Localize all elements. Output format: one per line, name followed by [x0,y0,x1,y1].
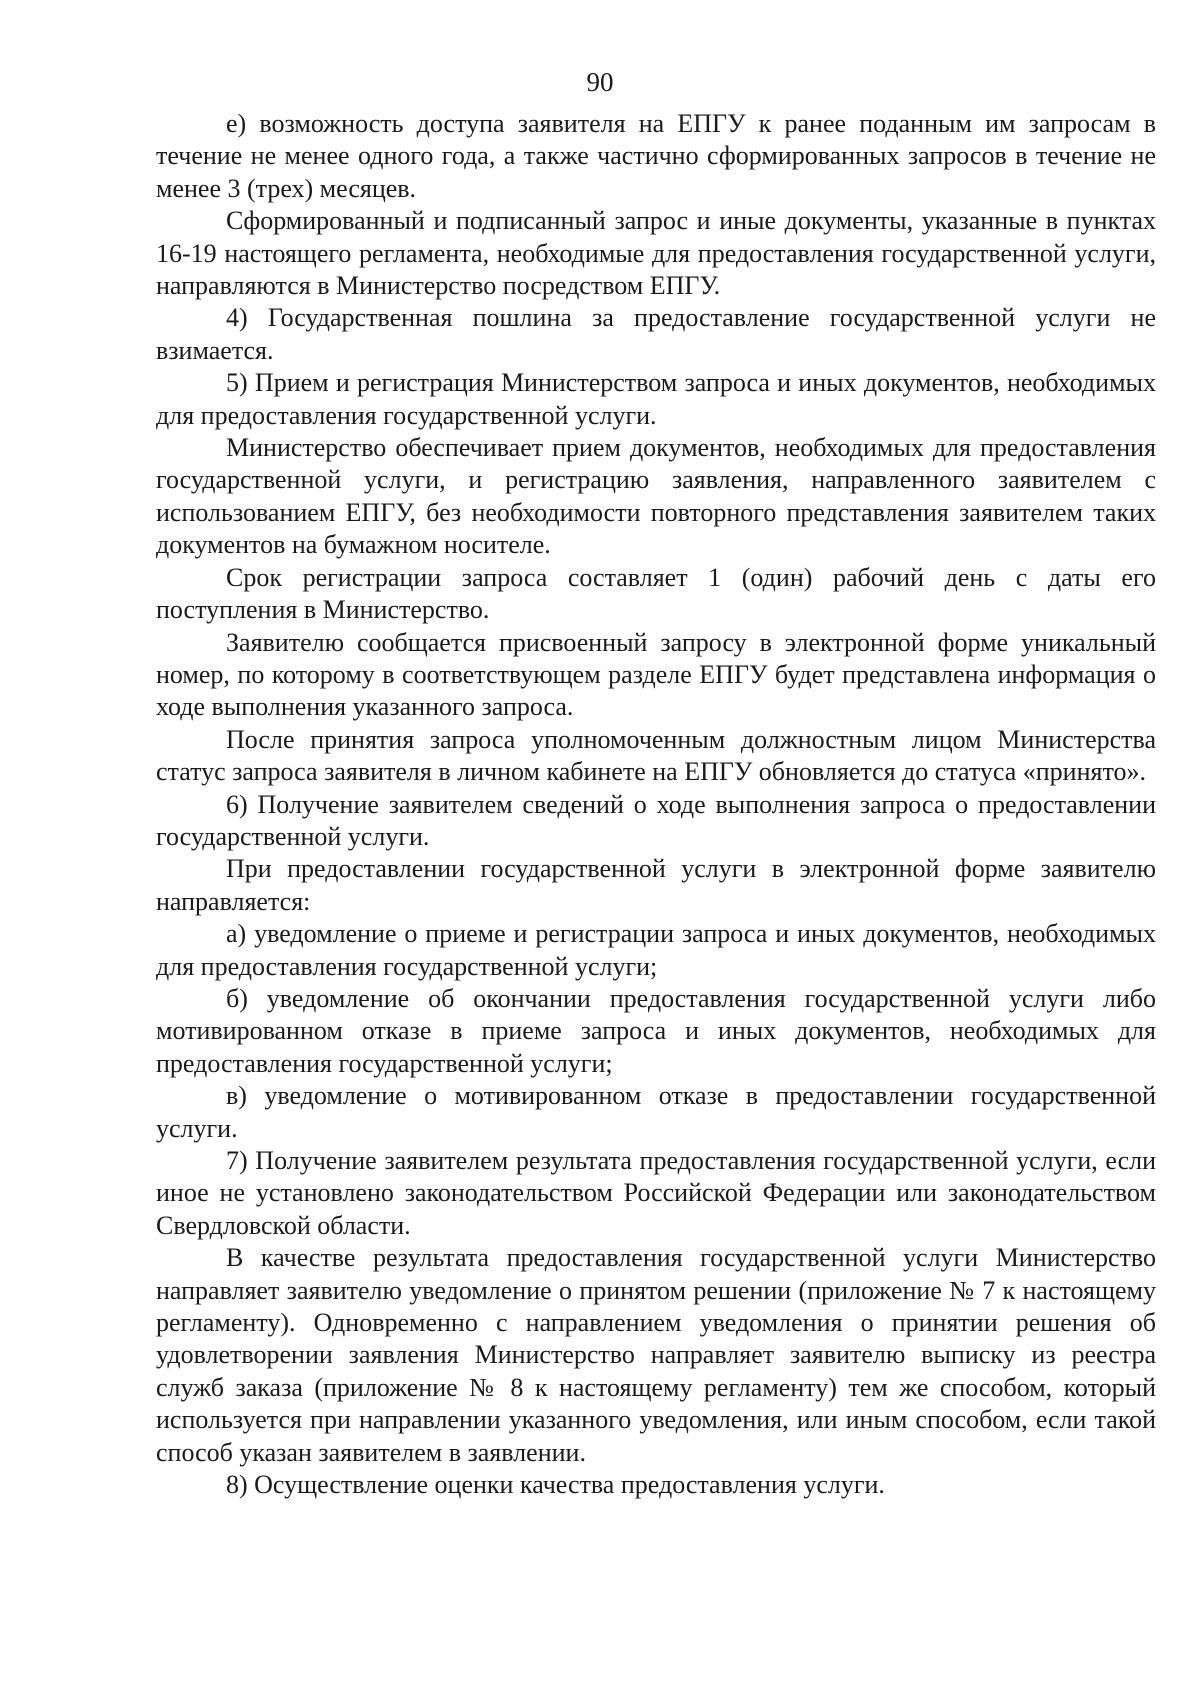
paragraph-5-reception-registration: 5) Прием и регистрация Министерством запроса и иных документов, необходимых для предоставления государственной услуги. [156,368,1156,430]
paragraph-4-state-fee: 4) Государственная пошлина за предоставление государственной услуги не взимается. [156,303,1156,365]
paragraph-request-sent-via-epgu: Сформированный и подписанный запрос и иные документы, указанные в пунктах 16-19 настоящего регламента, необходимые для предоставления государственной услуги, направляются в Министерство посредством ЕПГУ. [156,206,1156,301]
paragraph-8-quality-assessment: 8) Осуществление оценки качества предоставления услуги. [226,1470,885,1500]
paragraph-registration-term: Срок регистрации запроса составляет 1 (один) рабочий день с даты его поступления в Министерство. [156,562,1156,625]
document-body [156,108,1156,1501]
paragraph-ministry-ensures-reception: Министерство обеспечивает прием документов, необходимых для предоставления государственной услуги, и регистрацию заявления, направленного заявителем с использованием ЕПГУ, без необходимости повторного представления заявителем таких документов на бумажном носителе. [156,433,1156,560]
paragraph-a-notification: а) уведомление о приеме и регистрации запроса и иных документов, необходимых для предоставления государственной услуги; [156,919,1156,981]
paragraph-6-progress-info: 6) Получение заявителем сведений о ходе выполнения запроса о предоставлении государственной услуги. [156,789,1156,851]
paragraph-b-notification: б) уведомление об окончании предоставления государственной услуги либо мотивированном отказе в приеме запроса и иных документов, необходимых для предоставления государственной услуги; [156,983,1156,1078]
paragraph-notifications-intro: При предоставлении государственной услуги в электронной форме заявителю направляется: [156,854,1156,916]
paragraph-v-notification: в) уведомление о мотивированном отказе в предоставлении государственной услуги. [156,1081,1156,1143]
paragraph-unique-number: Заявителю сообщается присвоенный запросу в электронной форме уникальный номер, по которому в соответствующем разделе ЕПГУ будет представлена информация о ходе выполнения указанного запроса. [156,627,1156,722]
paragraph-result-decision: В качестве результата предоставления государственной услуги Министерство направляет заявителю уведомление о принятом решении (приложение № 7 к настоящему регламенту). Одновременно с направлением уведомления о принятии решения об удовлетворении заявления Министерство направляет заявителю выписку из реестра служб заказа (приложение № 8 к настоящему регламенту) тем же способом, который используется при направлении указанного уведомления, или иным способом, если такой способ указан заявителем в заявлении. [156,1243,1156,1467]
page-number: 90 [586,67,614,97]
paragraph-7-result: 7) Получение заявителем результата предоставления государственной услуги, если иное не установлено законодательством Российской Федерации или законодательством Свердловской области. [156,1146,1156,1240]
paragraph-e-access-requests: е) возможность доступа заявителя на ЕПГУ к ранее поданным им запросам в течение не менее одного года, а также частично сформированных запросов в течение не менее 3 (трех) месяцев. [156,109,1156,203]
paragraph-status-accepted: После принятия запроса уполномоченным должностным лицом Министерства статус запроса заявителя в личном кабинете на ЕПГУ обновляется до статуса «принято». [156,724,1156,787]
